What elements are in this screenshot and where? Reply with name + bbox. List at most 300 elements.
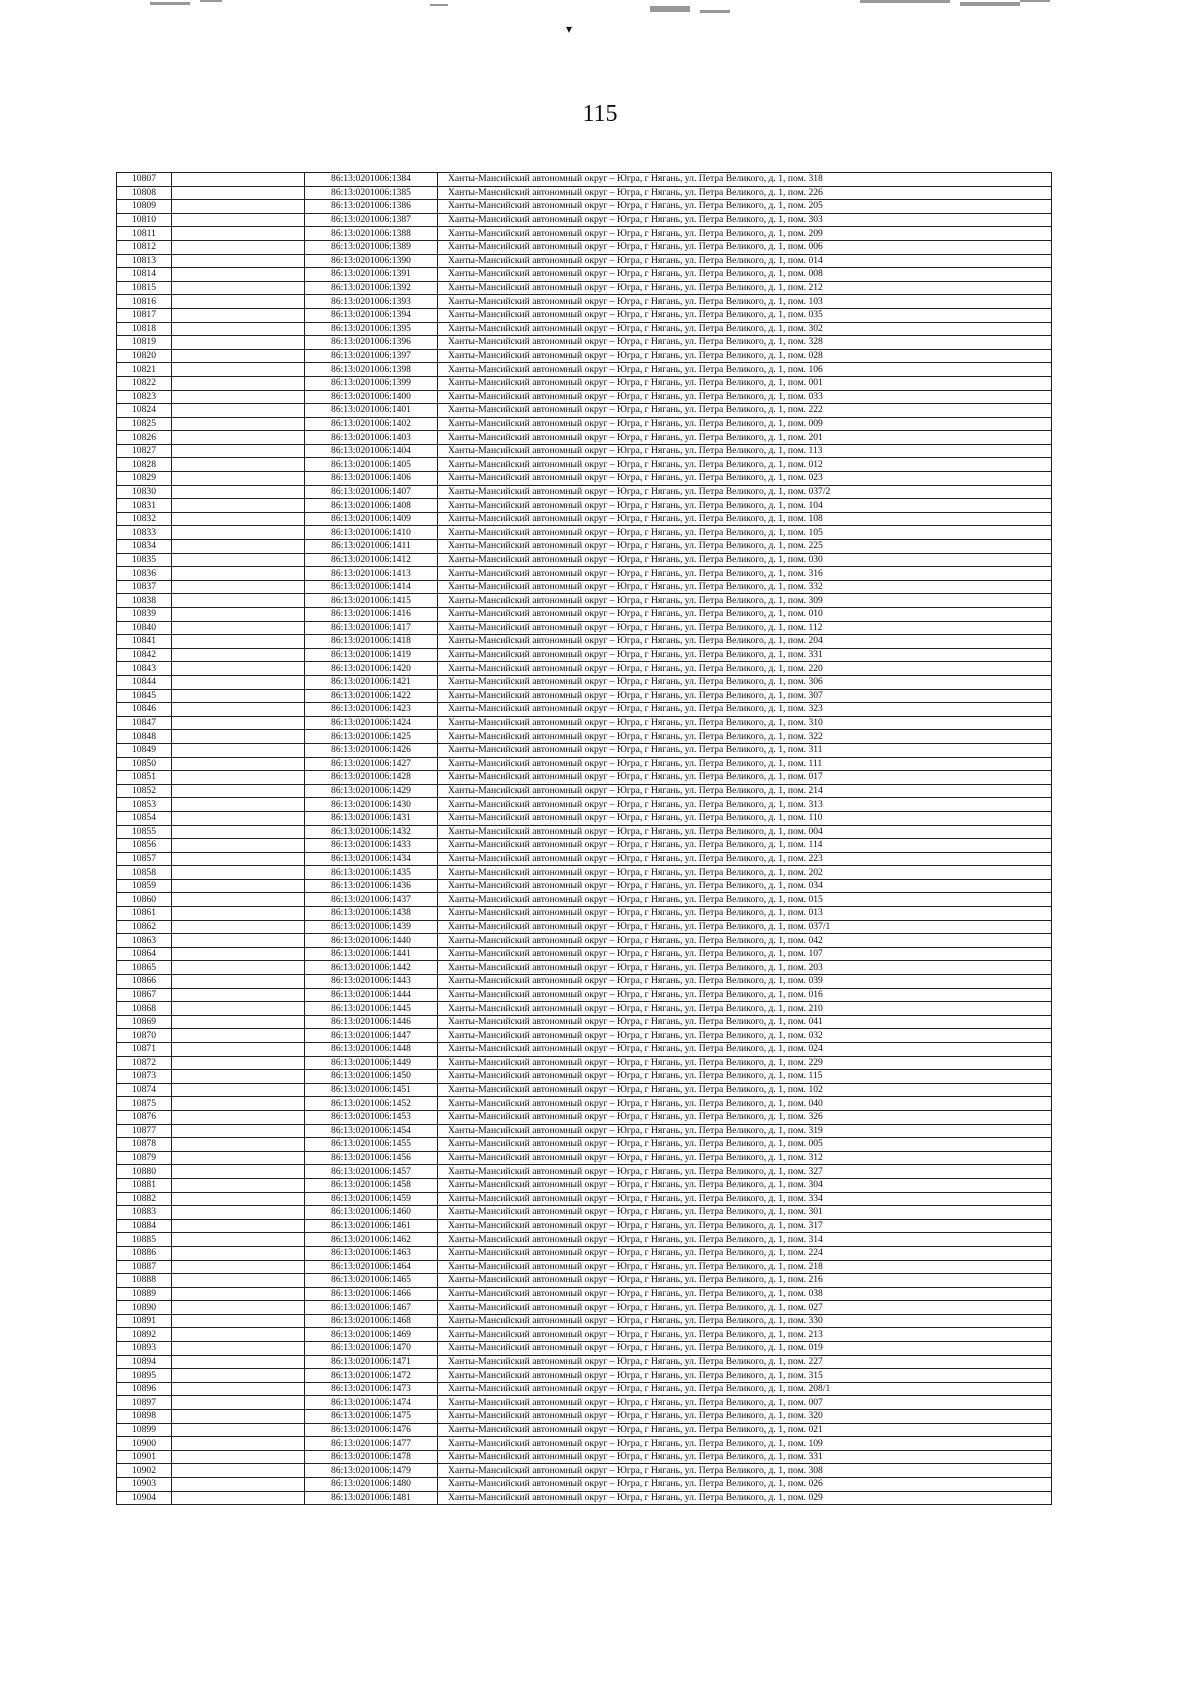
row-number-cell: 10891: [117, 1314, 172, 1328]
table-row: [117, 322, 1052, 336]
empty-cell: [172, 839, 305, 853]
table-row: [117, 1110, 1052, 1124]
table-row: [117, 1369, 1052, 1383]
empty-cell: [172, 1274, 305, 1288]
address-cell: Ханты-Мансийский автономный округ – Югра, г Нягань, ул. Петра Великого, д. 1, пом. 218: [438, 1260, 1052, 1274]
row-number-cell: 10811: [117, 227, 172, 241]
cadastral-number-cell: 86:13:0201006:1454: [305, 1124, 438, 1138]
table-row: [117, 1314, 1052, 1328]
table-row: [117, 1382, 1052, 1396]
cadastral-number-cell: 86:13:0201006:1393: [305, 295, 438, 309]
row-number-cell: 10874: [117, 1083, 172, 1097]
cadastral-number-cell: 86:13:0201006:1453: [305, 1110, 438, 1124]
empty-cell: [172, 1369, 305, 1383]
table-row: [117, 1070, 1052, 1084]
cadastral-number-cell: 86:13:0201006:1390: [305, 254, 438, 268]
cadastral-number-cell: 86:13:0201006:1433: [305, 839, 438, 853]
cadastral-number-cell: 86:13:0201006:1481: [305, 1491, 438, 1505]
row-number-cell: 10816: [117, 295, 172, 309]
table-row: [117, 567, 1052, 581]
cadastral-number-cell: 86:13:0201006:1480: [305, 1478, 438, 1492]
cadastral-number-cell: 86:13:0201006:1401: [305, 404, 438, 418]
address-cell: Ханты-Мансийский автономный округ – Югра, г Нягань, ул. Петра Великого, д. 1, пом. 212: [438, 281, 1052, 295]
registry-table-body: [117, 173, 1052, 1505]
row-number-cell: 10899: [117, 1423, 172, 1437]
cadastral-number-cell: 86:13:0201006:1413: [305, 567, 438, 581]
row-number-cell: 10825: [117, 417, 172, 431]
empty-cell: [172, 417, 305, 431]
row-number-cell: 10842: [117, 648, 172, 662]
empty-cell: [172, 1396, 305, 1410]
cadastral-number-cell: 86:13:0201006:1419: [305, 648, 438, 662]
table-row: [117, 1002, 1052, 1016]
row-number-cell: 10859: [117, 879, 172, 893]
table-row: [117, 485, 1052, 499]
row-number-cell: 10845: [117, 689, 172, 703]
address-cell: Ханты-Мансийский автономный округ – Югра, г Нягань, ул. Петра Великого, д. 1, пом. 014: [438, 254, 1052, 268]
table-row: [117, 798, 1052, 812]
row-number-cell: 10894: [117, 1355, 172, 1369]
row-number-cell: 10810: [117, 213, 172, 227]
row-number-cell: 10835: [117, 553, 172, 567]
empty-cell: [172, 825, 305, 839]
row-number-cell: 10873: [117, 1070, 172, 1084]
row-number-cell: 10853: [117, 798, 172, 812]
table-row: [117, 336, 1052, 350]
row-number-cell: 10866: [117, 975, 172, 989]
empty-cell: [172, 363, 305, 377]
row-number-cell: 10815: [117, 281, 172, 295]
row-number-cell: 10879: [117, 1151, 172, 1165]
cadastral-number-cell: 86:13:0201006:1410: [305, 526, 438, 540]
empty-cell: [172, 907, 305, 921]
table-row: [117, 852, 1052, 866]
table-row: [117, 1246, 1052, 1260]
address-cell: Ханты-Мансийский автономный округ – Югра, г Нягань, ул. Петра Великого, д. 1, пом. 328: [438, 336, 1052, 350]
table-row: [117, 1274, 1052, 1288]
address-cell: Ханты-Мансийский автономный округ – Югра, г Нягань, ул. Петра Великого, д. 1, пом. 010: [438, 608, 1052, 622]
empty-cell: [172, 1355, 305, 1369]
address-cell: Ханты-Мансийский автономный округ – Югра, г Нягань, ул. Петра Великого, д. 1, пом. 226: [438, 186, 1052, 200]
cadastral-number-cell: 86:13:0201006:1434: [305, 852, 438, 866]
address-cell: Ханты-Мансийский автономный округ – Югра, г Нягань, ул. Петра Великого, д. 1, пом. 314: [438, 1233, 1052, 1247]
table-row: [117, 240, 1052, 254]
scan-mark: ▾: [566, 22, 573, 36]
table-row: [117, 1491, 1052, 1505]
address-cell: Ханты-Мансийский автономный округ – Югра, г Нягань, ул. Петра Великого, д. 1, пом. 227: [438, 1355, 1052, 1369]
table-row: [117, 635, 1052, 649]
row-number-cell: 10888: [117, 1274, 172, 1288]
table-row: [117, 1138, 1052, 1152]
cadastral-number-cell: 86:13:0201006:1398: [305, 363, 438, 377]
table-row: [117, 1478, 1052, 1492]
cadastral-number-cell: 86:13:0201006:1411: [305, 540, 438, 554]
row-number-cell: 10877: [117, 1124, 172, 1138]
table-row: [117, 608, 1052, 622]
table-row: [117, 839, 1052, 853]
cadastral-number-cell: 86:13:0201006:1440: [305, 934, 438, 948]
table-row: [117, 431, 1052, 445]
row-number-cell: 10889: [117, 1287, 172, 1301]
address-cell: Ханты-Мансийский автономный округ – Югра, г Нягань, ул. Петра Великого, д. 1, пом. 331: [438, 648, 1052, 662]
address-cell: Ханты-Мансийский автономный округ – Югра, г Нягань, ул. Петра Великого, д. 1, пом. 330: [438, 1314, 1052, 1328]
cadastral-number-cell: 86:13:0201006:1451: [305, 1083, 438, 1097]
address-cell: Ханты-Мансийский автономный округ – Югра, г Нягань, ул. Петра Великого, д. 1, пом. 005: [438, 1138, 1052, 1152]
empty-cell: [172, 608, 305, 622]
cadastral-number-cell: 86:13:0201006:1439: [305, 920, 438, 934]
row-number-cell: 10824: [117, 404, 172, 418]
cadastral-number-cell: 86:13:0201006:1423: [305, 703, 438, 717]
row-number-cell: 10871: [117, 1043, 172, 1057]
empty-cell: [172, 336, 305, 350]
empty-cell: [172, 295, 305, 309]
cadastral-number-cell: 86:13:0201006:1424: [305, 716, 438, 730]
address-cell: Ханты-Мансийский автономный округ – Югра, г Нягань, ул. Петра Великого, д. 1, пом. 024: [438, 1043, 1052, 1057]
table-row: [117, 186, 1052, 200]
empty-cell: [172, 893, 305, 907]
table-row: [117, 961, 1052, 975]
empty-cell: [172, 308, 305, 322]
row-number-cell: 10834: [117, 540, 172, 554]
table-row: [117, 662, 1052, 676]
empty-cell: [172, 1410, 305, 1424]
empty-cell: [172, 1056, 305, 1070]
empty-cell: [172, 621, 305, 635]
table-row: [117, 825, 1052, 839]
address-cell: Ханты-Мансийский автономный округ – Югра, г Нягань, ул. Петра Великого, д. 1, пом. 210: [438, 1002, 1052, 1016]
table-row: [117, 213, 1052, 227]
cadastral-number-cell: 86:13:0201006:1427: [305, 757, 438, 771]
table-row: [117, 173, 1052, 187]
table-row: [117, 1287, 1052, 1301]
address-cell: Ханты-Мансийский автономный округ – Югра, г Нягань, ул. Петра Великого, д. 1, пом. 306: [438, 675, 1052, 689]
row-number-cell: 10849: [117, 743, 172, 757]
cadastral-number-cell: 86:13:0201006:1416: [305, 608, 438, 622]
empty-cell: [172, 1437, 305, 1451]
address-cell: Ханты-Мансийский автономный округ – Югра, г Нягань, ул. Петра Великого, д. 1, пом. 308: [438, 1464, 1052, 1478]
table-row: [117, 716, 1052, 730]
row-number-cell: 10813: [117, 254, 172, 268]
cadastral-number-cell: 86:13:0201006:1471: [305, 1355, 438, 1369]
cadastral-number-cell: 86:13:0201006:1400: [305, 390, 438, 404]
row-number-cell: 10808: [117, 186, 172, 200]
cadastral-number-cell: 86:13:0201006:1415: [305, 594, 438, 608]
row-number-cell: 10903: [117, 1478, 172, 1492]
empty-cell: [172, 173, 305, 187]
row-number-cell: 10855: [117, 825, 172, 839]
cadastral-number-cell: 86:13:0201006:1442: [305, 961, 438, 975]
row-number-cell: 10880: [117, 1165, 172, 1179]
address-cell: Ханты-Мансийский автономный округ – Югра, г Нягань, ул. Петра Великого, д. 1, пом. 007: [438, 1396, 1052, 1410]
address-cell: Ханты-Мансийский автономный округ – Югра, г Нягань, ул. Петра Великого, д. 1, пом. 027: [438, 1301, 1052, 1315]
table-row: [117, 417, 1052, 431]
table-row: [117, 227, 1052, 241]
empty-cell: [172, 1246, 305, 1260]
address-cell: Ханты-Мансийский автономный округ – Югра, г Нягань, ул. Петра Великого, д. 1, пом. 312: [438, 1151, 1052, 1165]
cadastral-number-cell: 86:13:0201006:1386: [305, 200, 438, 214]
table-row: [117, 1165, 1052, 1179]
empty-cell: [172, 1328, 305, 1342]
empty-cell: [172, 200, 305, 214]
empty-cell: [172, 254, 305, 268]
address-cell: Ханты-Мансийский автономный округ – Югра, г Нягань, ул. Петра Великого, д. 1, пом. 114: [438, 839, 1052, 853]
empty-cell: [172, 703, 305, 717]
empty-cell: [172, 961, 305, 975]
cadastral-number-cell: 86:13:0201006:1466: [305, 1287, 438, 1301]
address-cell: Ханты-Мансийский автономный округ – Югра, г Нягань, ул. Петра Великого, д. 1, пом. 034: [438, 879, 1052, 893]
table-row: [117, 295, 1052, 309]
empty-cell: [172, 227, 305, 241]
row-number-cell: 10838: [117, 594, 172, 608]
empty-cell: [172, 1110, 305, 1124]
empty-cell: [172, 1083, 305, 1097]
cadastral-number-cell: 86:13:0201006:1457: [305, 1165, 438, 1179]
row-number-cell: 10882: [117, 1192, 172, 1206]
table-row: [117, 444, 1052, 458]
table-row: [117, 1437, 1052, 1451]
address-cell: Ханты-Мансийский автономный округ – Югра, г Нягань, ул. Петра Великого, д. 1, пом. 041: [438, 1015, 1052, 1029]
table-row: [117, 540, 1052, 554]
table-row: [117, 1178, 1052, 1192]
table-row: [117, 200, 1052, 214]
empty-cell: [172, 390, 305, 404]
empty-cell: [172, 444, 305, 458]
scan-noise-decoration: [0, 0, 1200, 40]
address-cell: Ханты-Мансийский автономный округ – Югра, г Нягань, ул. Петра Великого, д. 1, пом. 309: [438, 594, 1052, 608]
address-cell: Ханты-Мансийский автономный округ – Югра, г Нягань, ул. Петра Великого, д. 1, пом. 319: [438, 1124, 1052, 1138]
cadastral-number-cell: 86:13:0201006:1422: [305, 689, 438, 703]
table-row: [117, 281, 1052, 295]
row-number-cell: 10854: [117, 811, 172, 825]
row-number-cell: 10898: [117, 1410, 172, 1424]
address-cell: Ханты-Мансийский автономный округ – Югра, г Нягань, ул. Петра Великого, д. 1, пом. 303: [438, 213, 1052, 227]
cadastral-number-cell: 86:13:0201006:1438: [305, 907, 438, 921]
table-row: [117, 879, 1052, 893]
empty-cell: [172, 798, 305, 812]
table-row: [117, 1233, 1052, 1247]
table-row: [117, 349, 1052, 363]
address-cell: Ханты-Мансийский автономный округ – Югра, г Нягань, ул. Петра Великого, д. 1, пом. 315: [438, 1369, 1052, 1383]
row-number-cell: 10840: [117, 621, 172, 635]
cadastral-number-cell: 86:13:0201006:1460: [305, 1206, 438, 1220]
empty-cell: [172, 689, 305, 703]
table-row: [117, 1328, 1052, 1342]
address-cell: Ханты-Мансийский автономный округ – Югра, г Нягань, ул. Петра Великого, д. 1, пом. 103: [438, 295, 1052, 309]
table-row: [117, 553, 1052, 567]
address-cell: Ханты-Мансийский автономный округ – Югра, г Нягань, ул. Петра Великого, д. 1, пом. 032: [438, 1029, 1052, 1043]
cadastral-number-cell: 86:13:0201006:1448: [305, 1043, 438, 1057]
table-row: [117, 308, 1052, 322]
cadastral-number-cell: 86:13:0201006:1402: [305, 417, 438, 431]
cadastral-number-cell: 86:13:0201006:1409: [305, 512, 438, 526]
table-row: [117, 988, 1052, 1002]
cadastral-number-cell: 86:13:0201006:1417: [305, 621, 438, 635]
empty-cell: [172, 281, 305, 295]
row-number-cell: 10820: [117, 349, 172, 363]
cadastral-number-cell: 86:13:0201006:1445: [305, 1002, 438, 1016]
cadastral-number-cell: 86:13:0201006:1476: [305, 1423, 438, 1437]
cadastral-number-cell: 86:13:0201006:1479: [305, 1464, 438, 1478]
cadastral-number-cell: 86:13:0201006:1412: [305, 553, 438, 567]
row-number-cell: 10839: [117, 608, 172, 622]
row-number-cell: 10852: [117, 784, 172, 798]
table-row: [117, 363, 1052, 377]
address-cell: Ханты-Мансийский автономный округ – Югра, г Нягань, ул. Петра Великого, д. 1, пом. 326: [438, 1110, 1052, 1124]
table-row: [117, 526, 1052, 540]
row-number-cell: 10812: [117, 240, 172, 254]
empty-cell: [172, 1070, 305, 1084]
row-number-cell: 10887: [117, 1260, 172, 1274]
table-row: [117, 1410, 1052, 1424]
cadastral-number-cell: 86:13:0201006:1468: [305, 1314, 438, 1328]
address-cell: Ханты-Мансийский автономный округ – Югра, г Нягань, ул. Петра Великого, д. 1, пом. 318: [438, 173, 1052, 187]
row-number-cell: 10870: [117, 1029, 172, 1043]
empty-cell: [172, 1151, 305, 1165]
empty-cell: [172, 648, 305, 662]
address-cell: Ханты-Мансийский автономный округ – Югра, г Нягань, ул. Петра Великого, д. 1, пом. 028: [438, 349, 1052, 363]
row-number-cell: 10848: [117, 730, 172, 744]
cadastral-number-cell: 86:13:0201006:1437: [305, 893, 438, 907]
cadastral-number-cell: 86:13:0201006:1469: [305, 1328, 438, 1342]
table-row: [117, 254, 1052, 268]
table-row: [117, 458, 1052, 472]
table-row: [117, 1396, 1052, 1410]
address-cell: Ханты-Мансийский автономный округ – Югра, г Нягань, ул. Петра Великого, д. 1, пом. 033: [438, 390, 1052, 404]
address-cell: Ханты-Мансийский автономный округ – Югра, г Нягань, ул. Петра Великого, д. 1, пом. 008: [438, 268, 1052, 282]
row-number-cell: 10823: [117, 390, 172, 404]
row-number-cell: 10857: [117, 852, 172, 866]
address-cell: Ханты-Мансийский автономный округ – Югра, г Нягань, ул. Петра Великого, д. 1, пом. 001: [438, 376, 1052, 390]
empty-cell: [172, 975, 305, 989]
empty-cell: [172, 1342, 305, 1356]
row-number-cell: 10883: [117, 1206, 172, 1220]
empty-cell: [172, 662, 305, 676]
address-cell: Ханты-Мансийский автономный округ – Югра, г Нягань, ул. Петра Великого, д. 1, пом. 019: [438, 1342, 1052, 1356]
row-number-cell: 10809: [117, 200, 172, 214]
address-cell: Ханты-Мансийский автономный округ – Югра, г Нягань, ул. Петра Великого, д. 1, пом. 105: [438, 526, 1052, 540]
row-number-cell: 10829: [117, 472, 172, 486]
address-cell: Ханты-Мансийский автономный округ – Югра, г Нягань, ул. Петра Великого, д. 1, пом. 038: [438, 1287, 1052, 1301]
row-number-cell: 10876: [117, 1110, 172, 1124]
address-cell: Ханты-Мансийский автономный округ – Югра, г Нягань, ул. Петра Великого, д. 1, пом. 311: [438, 743, 1052, 757]
empty-cell: [172, 322, 305, 336]
cadastral-number-cell: 86:13:0201006:1397: [305, 349, 438, 363]
row-number-cell: 10843: [117, 662, 172, 676]
address-cell: Ханты-Мансийский автономный округ – Югра, г Нягань, ул. Петра Великого, д. 1, пом. 204: [438, 635, 1052, 649]
address-cell: Ханты-Мансийский автономный округ – Югра, г Нягань, ул. Петра Великого, д. 1, пом. 203: [438, 961, 1052, 975]
row-number-cell: 10892: [117, 1328, 172, 1342]
address-cell: Ханты-Мансийский автономный округ – Югра, г Нягань, ул. Петра Великого, д. 1, пом. 111: [438, 757, 1052, 771]
address-cell: Ханты-Мансийский автономный округ – Югра, г Нягань, ул. Петра Великого, д. 1, пом. 334: [438, 1192, 1052, 1206]
cadastral-number-cell: 86:13:0201006:1406: [305, 472, 438, 486]
cadastral-number-cell: 86:13:0201006:1462: [305, 1233, 438, 1247]
row-number-cell: 10886: [117, 1246, 172, 1260]
row-number-cell: 10862: [117, 920, 172, 934]
address-cell: Ханты-Мансийский автономный округ – Югра, г Нягань, ул. Петра Великого, д. 1, пом. 229: [438, 1056, 1052, 1070]
cadastral-number-cell: 86:13:0201006:1436: [305, 879, 438, 893]
cadastral-number-cell: 86:13:0201006:1470: [305, 1342, 438, 1356]
table-row: [117, 1097, 1052, 1111]
table-row: [117, 1124, 1052, 1138]
cadastral-number-cell: 86:13:0201006:1463: [305, 1246, 438, 1260]
address-cell: Ханты-Мансийский автономный округ – Югра, г Нягань, ул. Петра Великого, д. 1, пом. 040: [438, 1097, 1052, 1111]
row-number-cell: 10830: [117, 485, 172, 499]
table-row: [117, 1464, 1052, 1478]
empty-cell: [172, 757, 305, 771]
empty-cell: [172, 1450, 305, 1464]
empty-cell: [172, 1206, 305, 1220]
empty-cell: [172, 1015, 305, 1029]
table-row: [117, 621, 1052, 635]
table-row: [117, 1056, 1052, 1070]
row-number-cell: 10896: [117, 1382, 172, 1396]
cadastral-number-cell: 86:13:0201006:1395: [305, 322, 438, 336]
table-row: [117, 1043, 1052, 1057]
table-row: [117, 1029, 1052, 1043]
row-number-cell: 10827: [117, 444, 172, 458]
address-cell: Ханты-Мансийский автономный округ – Югра, г Нягань, ул. Петра Великого, д. 1, пом. 213: [438, 1328, 1052, 1342]
table-row: [117, 893, 1052, 907]
table-row: [117, 1355, 1052, 1369]
empty-cell: [172, 1029, 305, 1043]
cadastral-number-cell: 86:13:0201006:1396: [305, 336, 438, 350]
row-number-cell: 10904: [117, 1491, 172, 1505]
table-row: [117, 689, 1052, 703]
address-cell: Ханты-Мансийский автономный округ – Югра, г Нягань, ул. Петра Великого, д. 1, пом. 113: [438, 444, 1052, 458]
cadastral-number-cell: 86:13:0201006:1477: [305, 1437, 438, 1451]
address-cell: Ханты-Мансийский автономный округ – Югра, г Нягань, ул. Петра Великого, д. 1, пом. 224: [438, 1246, 1052, 1260]
row-number-cell: 10828: [117, 458, 172, 472]
row-number-cell: 10822: [117, 376, 172, 390]
empty-cell: [172, 866, 305, 880]
table-row: [117, 934, 1052, 948]
row-number-cell: 10865: [117, 961, 172, 975]
cadastral-number-cell: 86:13:0201006:1431: [305, 811, 438, 825]
table-row: [117, 594, 1052, 608]
table-row: [117, 703, 1052, 717]
table-row: [117, 1192, 1052, 1206]
table-row: [117, 472, 1052, 486]
row-number-cell: 10864: [117, 947, 172, 961]
address-cell: Ханты-Мансийский автономный округ – Югра, г Нягань, ул. Петра Великого, д. 1, пом. 214: [438, 784, 1052, 798]
row-number-cell: 10818: [117, 322, 172, 336]
address-cell: Ханты-Мансийский автономный округ – Югра, г Нягань, ул. Петра Великого, д. 1, пом. 037/1: [438, 920, 1052, 934]
row-number-cell: 10875: [117, 1097, 172, 1111]
cadastral-number-cell: 86:13:0201006:1459: [305, 1192, 438, 1206]
address-cell: Ханты-Мансийский автономный округ – Югра, г Нягань, ул. Петра Великого, д. 1, пом. 222: [438, 404, 1052, 418]
address-cell: Ханты-Мансийский автономный округ – Югра, г Нягань, ул. Петра Великого, д. 1, пом. 035: [438, 308, 1052, 322]
cadastral-number-cell: 86:13:0201006:1420: [305, 662, 438, 676]
cadastral-number-cell: 86:13:0201006:1391: [305, 268, 438, 282]
address-cell: Ханты-Мансийский автономный округ – Югра, г Нягань, ул. Петра Великого, д. 1, пом. 316: [438, 567, 1052, 581]
empty-cell: [172, 675, 305, 689]
row-number-cell: 10817: [117, 308, 172, 322]
address-cell: Ханты-Мансийский автономный округ – Югра, г Нягань, ул. Петра Великого, д. 1, пом. 317: [438, 1219, 1052, 1233]
empty-cell: [172, 553, 305, 567]
address-cell: Ханты-Мансийский автономный округ – Югра, г Нягань, ул. Петра Великого, д. 1, пом. 209: [438, 227, 1052, 241]
cadastral-number-cell: 86:13:0201006:1389: [305, 240, 438, 254]
cadastral-number-cell: 86:13:0201006:1449: [305, 1056, 438, 1070]
address-cell: Ханты-Мансийский автономный округ – Югра, г Нягань, ул. Петра Великого, д. 1, пом. 310: [438, 716, 1052, 730]
table-row: [117, 866, 1052, 880]
row-number-cell: 10844: [117, 675, 172, 689]
empty-cell: [172, 1165, 305, 1179]
table-row: [117, 675, 1052, 689]
empty-cell: [172, 1219, 305, 1233]
table-row: [117, 648, 1052, 662]
address-cell: Ханты-Мансийский автономный округ – Югра, г Нягань, ул. Петра Великого, д. 1, пом. 109: [438, 1437, 1052, 1451]
cadastral-number-cell: 86:13:0201006:1404: [305, 444, 438, 458]
